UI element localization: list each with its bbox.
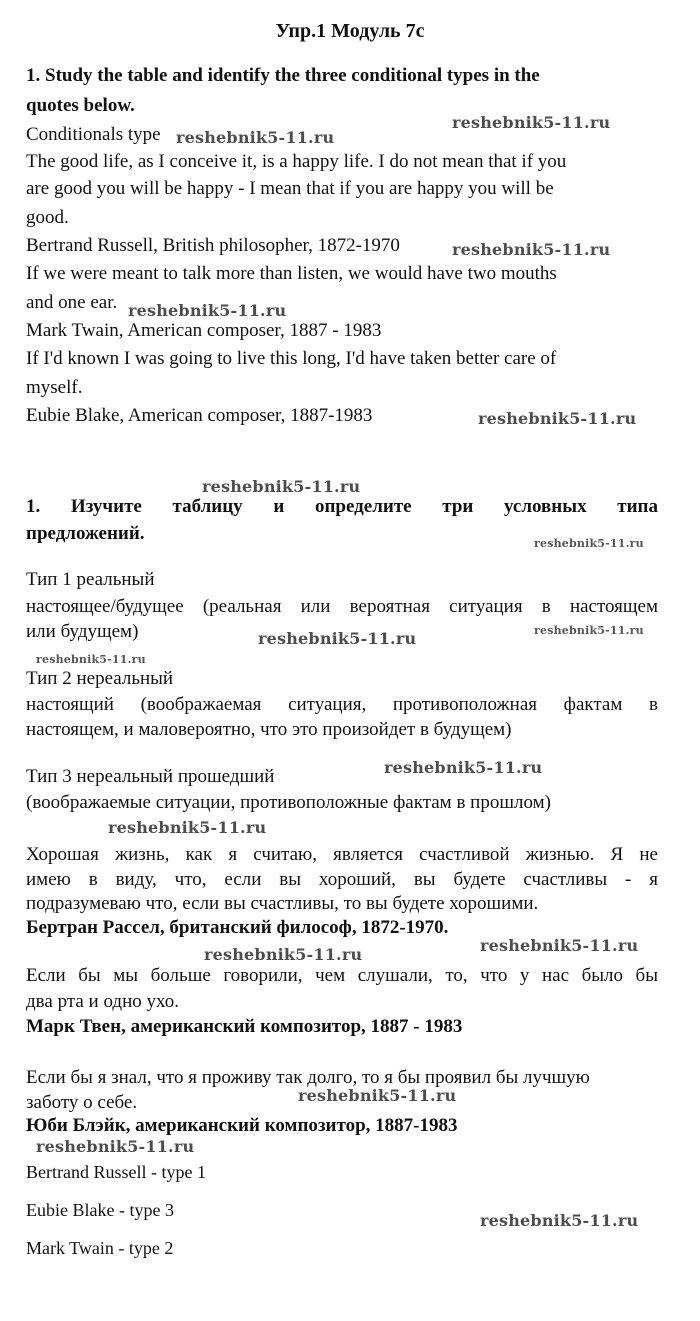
quote1-en-line3: good. bbox=[26, 207, 69, 228]
author3-ru: Юби Блэйк, американский композитор, 1887-1983 bbox=[26, 1115, 458, 1136]
author3-en: Eubie Blake, American composer, 1887-1983 bbox=[26, 405, 373, 426]
watermark-text: reshebnik5-11.ru bbox=[452, 240, 611, 259]
type1-desc-line1: настоящее/будущее (реальная или вероятная ситуация в настоящем bbox=[26, 596, 658, 617]
watermark-text: reshebnik5-11.ru bbox=[128, 301, 287, 320]
type2-title: Тип 2 нереальный bbox=[26, 668, 174, 689]
watermark-text: reshebnik5-11.ru bbox=[36, 1137, 195, 1156]
watermark-text: reshebnik5-11.ru bbox=[534, 537, 644, 550]
watermark-text: reshebnik5-11.ru bbox=[202, 477, 361, 496]
task-heading-en-line2: quotes below. bbox=[26, 95, 135, 116]
type3-desc: (воображаемые ситуации, противоположные фактам в прошлом) bbox=[26, 792, 551, 813]
type1-title: Тип 1 реальный bbox=[26, 569, 155, 590]
watermark-text: reshebnik5-11.ru bbox=[298, 1086, 457, 1105]
watermark-text: reshebnik5-11.ru bbox=[384, 758, 543, 777]
quote1-ru-line1: Хорошая жизнь, как я считаю, является счастливой жизнью. Я не bbox=[26, 844, 658, 865]
author1-ru: Бертран Рассел, британский философ, 1872-1970. bbox=[26, 917, 449, 938]
quote3-ru-line1: Если бы я знал, что я проживу так долго, то я бы проявил бы лучшую bbox=[26, 1067, 590, 1088]
quote3-en-line1: If I'd known I was going to live this long, I'd have taken better care of bbox=[26, 348, 557, 369]
task-heading-en-line1: 1. Study the table and identify the three conditional types in the bbox=[26, 65, 540, 86]
quote2-ru-line2: два рта и одно ухо. bbox=[26, 991, 180, 1012]
quote2-en-line2: and one ear. bbox=[26, 292, 118, 313]
watermark-text: reshebnik5-11.ru bbox=[478, 409, 637, 428]
watermark-text: reshebnik5-11.ru bbox=[258, 629, 417, 648]
watermark-text: reshebnik5-11.ru bbox=[480, 1211, 639, 1230]
watermark-text: reshebnik5-11.ru bbox=[480, 936, 639, 955]
answer-russell: Bertrand Russell - type 1 bbox=[26, 1162, 206, 1182]
quote3-en-line2: myself. bbox=[26, 377, 83, 398]
quote1-ru-line3: подразумеваю что, если вы счастливы, то вы будете хорошими. bbox=[26, 893, 539, 914]
task-heading-ru-line1: 1. Изучите таблицу и определите три условных типа bbox=[26, 496, 658, 517]
watermark-text: reshebnik5-11.ru bbox=[452, 113, 611, 132]
type2-desc-line1: настоящий (воображаемая ситуация, противоположная фактам в bbox=[26, 694, 658, 715]
watermark-text: reshebnik5-11.ru bbox=[36, 653, 146, 666]
type3-title: Тип 3 нереальный прошедший bbox=[26, 766, 275, 787]
quote2-ru-line1: Если бы мы больше говорили, чем слушали, то, что у нас было бы bbox=[26, 965, 658, 986]
type2-desc-line2: настоящем, и маловероятно, что это произойдет в будущем) bbox=[26, 719, 512, 740]
author2-en: Mark Twain, American composer, 1887 - 1983 bbox=[26, 320, 382, 341]
watermark-text: reshebnik5-11.ru bbox=[176, 128, 335, 147]
watermark-text: reshebnik5-11.ru bbox=[204, 945, 363, 964]
page-title: Упр.1 Модуль 7с bbox=[275, 20, 425, 42]
conditionals-subheading: Conditionals type bbox=[26, 124, 161, 145]
quote3-ru-line2: заботу о себе. bbox=[26, 1092, 138, 1113]
watermark-text: reshebnik5-11.ru bbox=[534, 624, 644, 637]
author1-en: Bertrand Russell, British philosopher, 1872-1970 bbox=[26, 235, 400, 256]
quote2-en-line1: If we were meant to talk more than listen, we would have two mouths bbox=[26, 263, 557, 284]
answer-blake: Eubie Blake - type 3 bbox=[26, 1200, 174, 1220]
task-heading-ru-line2: предложений. bbox=[26, 523, 145, 544]
quote1-ru-line2: имею в виду, что, если вы хороший, вы будете счастливы - я bbox=[26, 869, 658, 890]
watermark-text: reshebnik5-11.ru bbox=[108, 818, 267, 837]
author2-ru: Марк Твен, американский композитор, 1887 - 1983 bbox=[26, 1016, 463, 1037]
quote1-en-line2: are good you will be happy - I mean that if you are happy you will be bbox=[26, 178, 554, 199]
type1-desc-line2: или будущем) bbox=[26, 621, 139, 642]
quote1-en-line1: The good life, as I conceive it, is a happy life. I do not mean that if you bbox=[26, 151, 567, 172]
answer-twain: Mark Twain - type 2 bbox=[26, 1238, 174, 1258]
